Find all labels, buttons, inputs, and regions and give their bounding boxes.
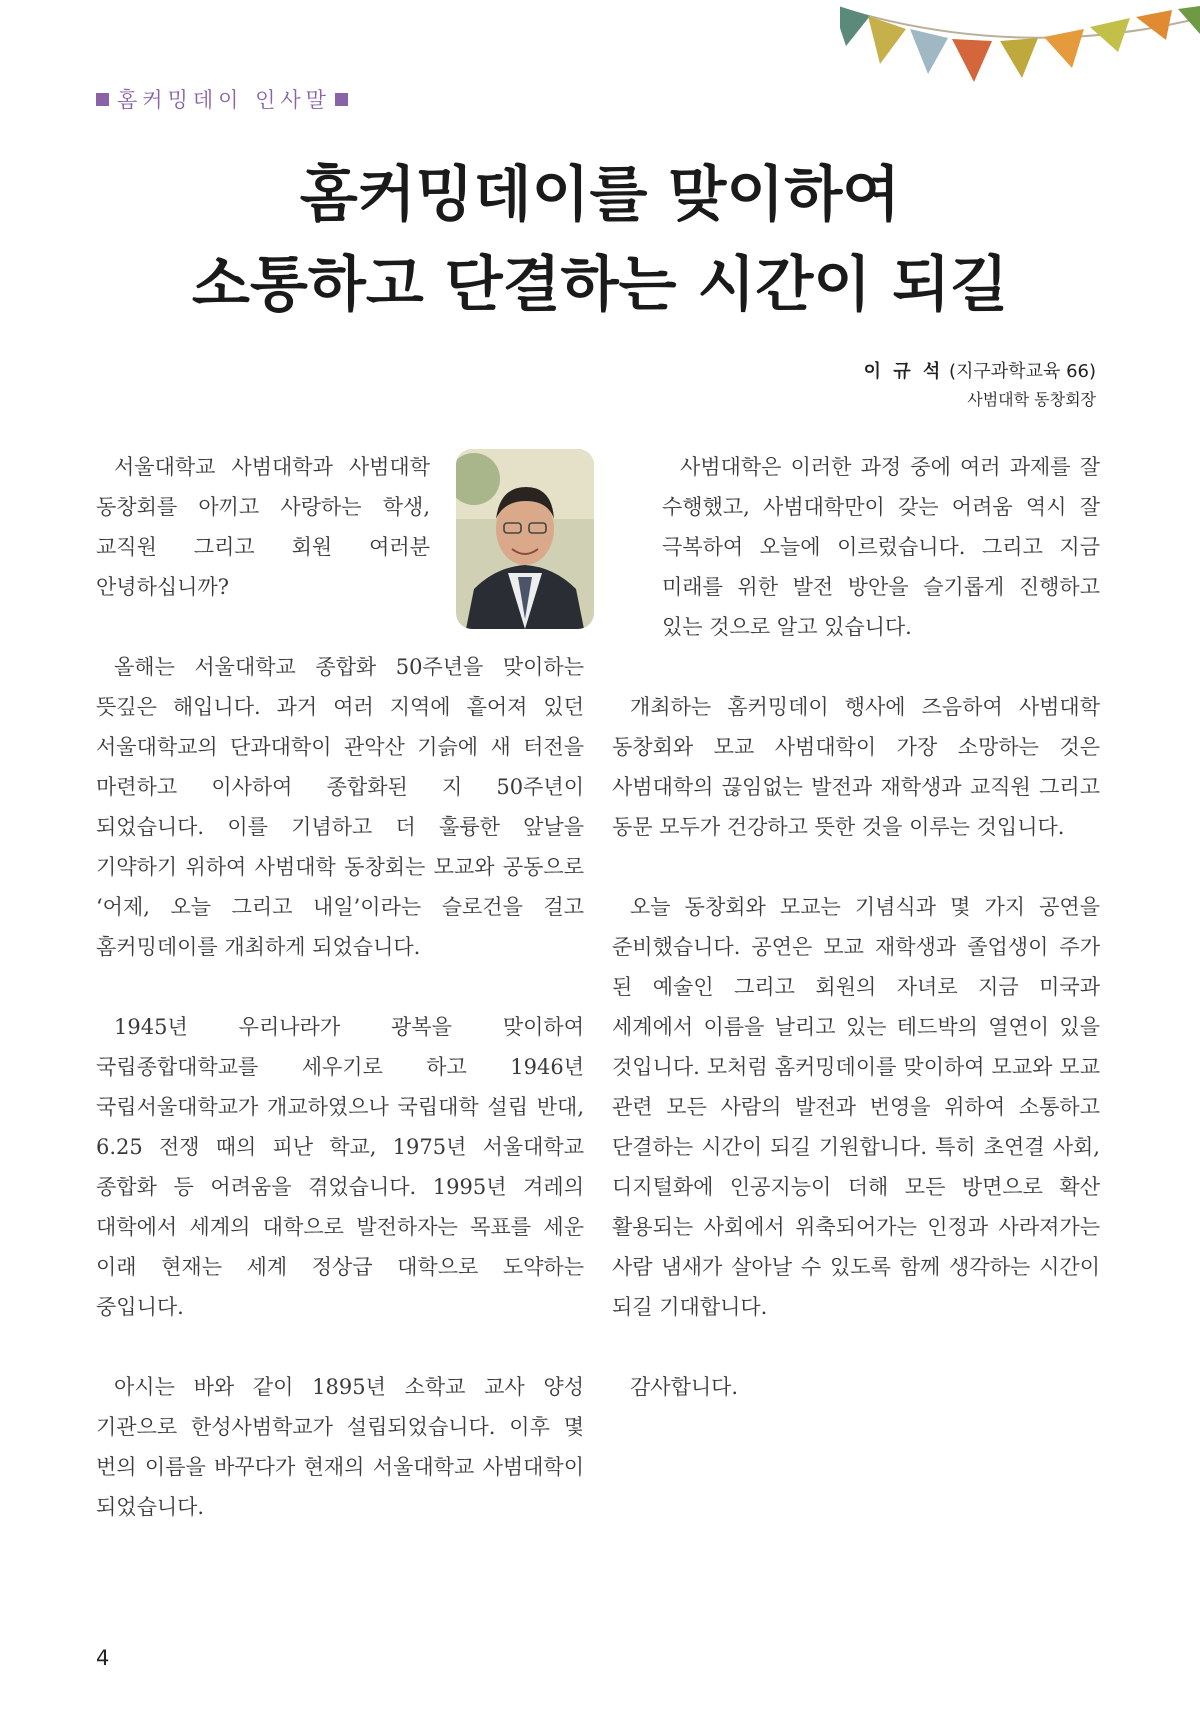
title-line-2: 소통하고 단결하는 시간이 되길 bbox=[191, 250, 1009, 320]
section-label bbox=[96, 84, 348, 114]
right-paragraph: 오늘 동창회와 모교는 기념식과 몇 가지 공연을 준비했습니다. 공연은 모교 재학생과 졸업생이 주가 된 예술인 그리고 회원의 자녀로 지금 미국과 세계에서 이름을 날리고 있는 테드박의 열연이 있을 것입니다. 모처럼 홈커밍데이를 맞이하여 모교와 모교 관련 모든 사람의 발전과 번영을 위하여 소통하고 단결하는 시간이 되길 기원합니다. 특히 초연결 사회, 디지털화에 인공지능이 더해 모든 방면으로 확산 활용되는 사회에서 위축되어가는 인정과 사라져가는 사람 냄새가 살아날 수 있도록 함께 생각하는 시간이 되길 기대합니다. bbox=[612, 895, 1100, 1319]
author-position: 사범대학 동창회장 bbox=[967, 390, 1096, 409]
right-column bbox=[612, 447, 1100, 1447]
left-column bbox=[96, 447, 584, 1567]
page-number: 4 bbox=[96, 1646, 110, 1670]
bunting-flag bbox=[1000, 38, 1038, 78]
author-block bbox=[864, 358, 1096, 414]
author-photo bbox=[456, 449, 594, 629]
label-square-icon bbox=[335, 93, 348, 106]
title-line-1: 홈커밍데이를 맞이하여 bbox=[299, 160, 901, 230]
bunting-flag bbox=[952, 39, 992, 82]
left-paragraph: 서울대학교 사범대학과 사범대학 동창회를 아끼고 사랑하는 학생, 교직원 그리고 회원 여러분 안녕하십니까? bbox=[96, 455, 430, 599]
bunting-decoration bbox=[840, 0, 1200, 110]
right-paragraph: 사범대학은 이러한 과정 중에 여러 과제를 잘 수행했고, 사범대학만이 갖는 어려움 역시 잘 극복하여 오늘에 이르렀습니다. 그리고 지금 미래를 위한 발전 방안을 슬기롭게 진행하고 있는 것으로 알고 있습니다. bbox=[662, 455, 1100, 639]
author-name: 이 규 석 bbox=[863, 361, 944, 382]
bunting-flag bbox=[840, 4, 870, 46]
left-paragraph: 아시는 바와 같이 1895년 소학교 교사 양성 기관으로 한성사범학교가 설립되었습니다. 이후 몇 번의 이름을 바꾸다가 현재의 서울대학교 사범대학이 되었습니다. bbox=[96, 1375, 584, 1519]
bunting-flag bbox=[1178, 6, 1200, 34]
left-paragraph: 1945년 우리나라가 광복을 맞이하여 국립종합대학교를 세우기로 하고 1946년 국립서울대학교가 개교하였으나 국립대학 설립 반대, 6.25 전쟁 때의 피난 학교, 1975년 서울대학교 종합화 등 어려움을 겪었습니다. 1995년 겨레의 대학에서 세계의 대학으로 발전하자는 목표를 세운 이래 현재는 세계 정상급 대학으로 도약하는 중입니다. bbox=[96, 1015, 584, 1319]
section-label-text: 홈커밍데이 인사말 bbox=[117, 88, 331, 112]
label-square-icon bbox=[96, 93, 109, 106]
page-title bbox=[0, 150, 1200, 330]
bunting-flag bbox=[910, 29, 948, 74]
right-paragraph: 감사합니다. bbox=[630, 1375, 739, 1399]
author-affiliation: (지구과학교육 66) bbox=[949, 361, 1096, 382]
left-paragraph: 올해는 서울대학교 종합화 50주년을 맞이하는 뜻깊은 해입니다. 과거 여러 지역에 흩어져 있던 서울대학교의 단과대학이 관악산 기슭에 새 터전을 마련하고 이사하여 종합화된 지 50주년이 되었습니다. 이를 기념하고 더 훌륭한 앞날을 기약하기 위하여 사범대학 동창회는 모교와 공동으로 ‘어제, 오늘 그리고 내일’이라는 슬로건을 걸고 홈커밍데이를 개최하게 되었습니다. bbox=[96, 655, 584, 959]
bunting-flag bbox=[1136, 10, 1172, 40]
bunting-flag bbox=[1044, 29, 1084, 68]
right-paragraph: 개최하는 홈커밍데이 행사에 즈음하여 사범대학 동창회와 모교 사범대학이 가장 소망하는 것은 사범대학의 끊임없는 발전과 재학생과 교직원 그리고 동문 모두가 건강하고 뜻한 것을 이루는 것입니다. bbox=[612, 695, 1100, 839]
